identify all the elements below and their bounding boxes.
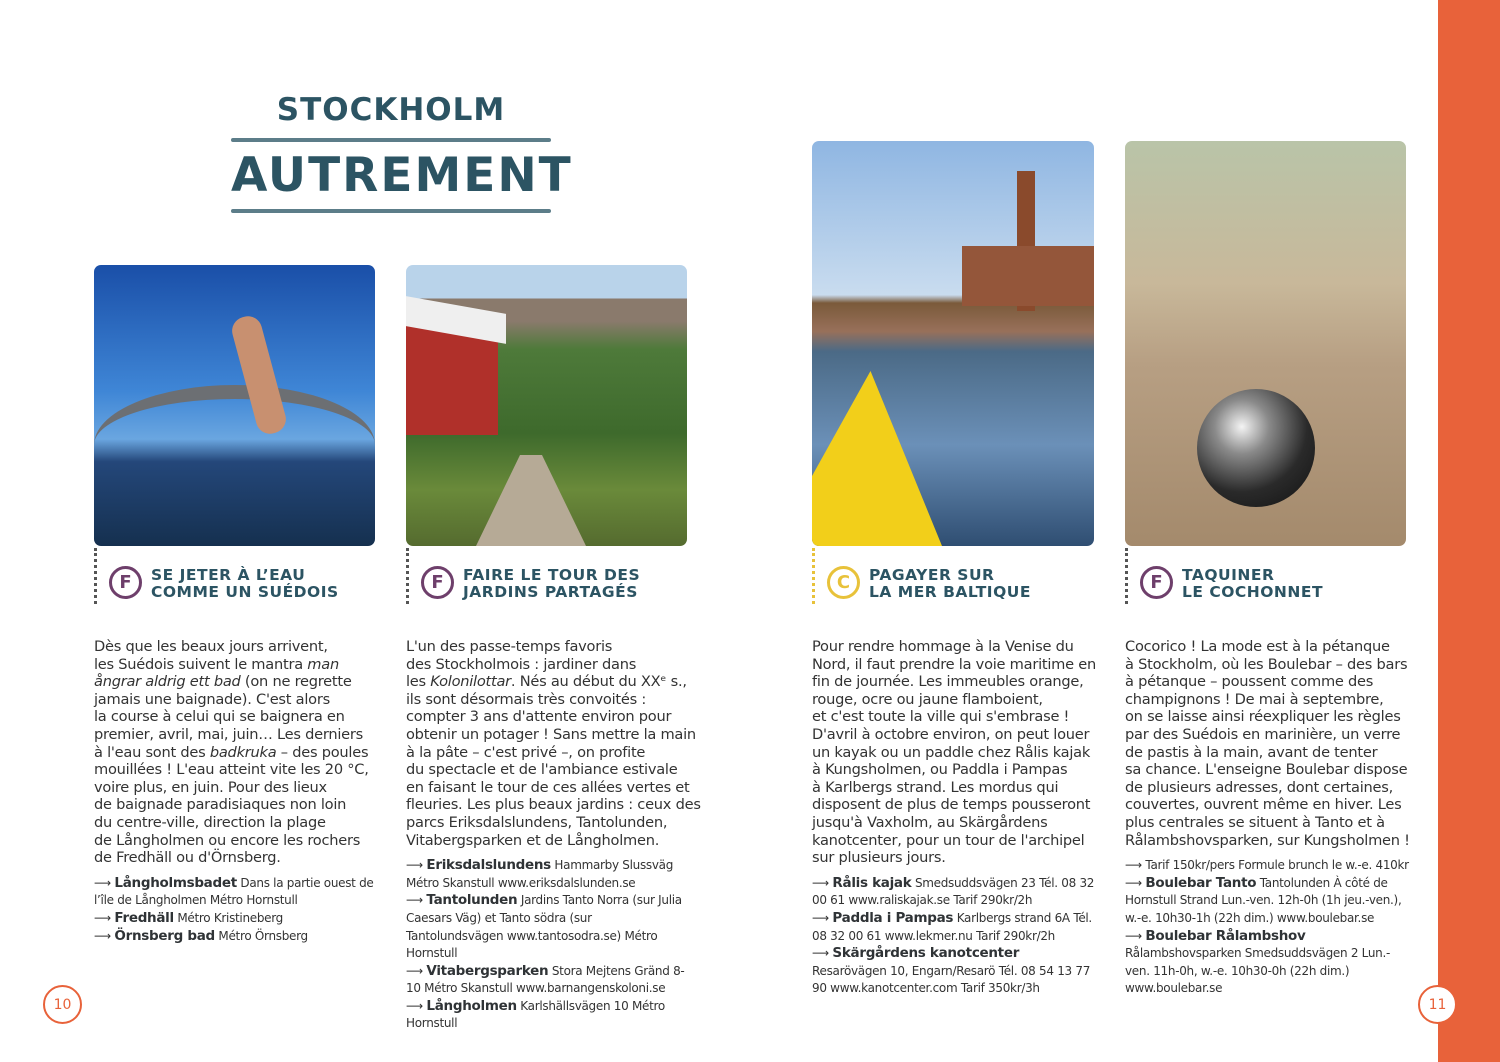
address-entry (406, 892, 691, 962)
body-text: Nord, il faut prendre la voie maritime en (812, 655, 1096, 673)
body-text: premier, avril, mai, juin… Les derniers (94, 725, 363, 743)
body-line (94, 656, 379, 674)
arrow-icon: ⟶ (1125, 875, 1146, 890)
place-details: Rålambshovsparken Smedsuddsvägen 2 Lun.-ven. 11h-0h, w.-e. 10h30-0h (22h dim.) www.boulebar.se (1125, 946, 1391, 996)
address-entry (812, 910, 1097, 945)
body-line (1125, 779, 1410, 797)
body-line (1125, 638, 1410, 656)
arrow-icon: ⟶ (812, 875, 833, 890)
address-entry (94, 875, 379, 910)
body-text: (on ne regrette (240, 673, 352, 691)
body-line (1125, 673, 1410, 691)
place-details: Métro Örnsberg (218, 928, 308, 943)
body-line (406, 761, 701, 779)
body-line (1125, 691, 1410, 709)
place-details: Métro Kristineberg (177, 910, 283, 925)
body-text: Kolonilottar (430, 673, 511, 691)
body-line (812, 779, 1097, 797)
section-title: SE JETER À L’EAU COMME UN SUÉDOIS (151, 566, 339, 601)
body-line (406, 726, 701, 744)
body-line (94, 691, 379, 709)
body-line (1125, 761, 1410, 779)
arrow-icon: ⟶ (812, 946, 833, 961)
body-text: disposent de plus de temps pousseront (812, 796, 1091, 814)
body-text: compter 3 ans d'attente environ pour (406, 708, 672, 726)
body-line (406, 814, 701, 832)
body-text: à l'eau sont des (94, 743, 210, 761)
place-name: Tantolunden (426, 892, 518, 909)
body-text: man (307, 655, 339, 673)
address-entry (94, 928, 379, 946)
section-header-gardens (406, 548, 688, 604)
body-text: voire plus, en juin. Pour des lieux (94, 778, 327, 796)
photo-petanque-ball (1125, 141, 1406, 546)
address-entry (406, 963, 691, 998)
body-line (94, 832, 379, 850)
body-text: un kayak ou un paddle chez Rålis kajak (812, 743, 1091, 761)
body-text: des Stockholmois : jardiner dans (406, 655, 637, 673)
place-name: Fredhäll (114, 909, 174, 926)
place-details: Stora Mejtens Gränd 8-10 Métro Skanstull www.barnangenskoloni.se (406, 963, 685, 996)
body-text: du centre-ville, direction la plage (94, 813, 326, 831)
body-line (1125, 832, 1410, 850)
place-details: Dans la partie ouest de l’île de Långholmen Métro Hornstull (94, 875, 374, 908)
body-line (1125, 796, 1410, 814)
section-header-swim (94, 548, 376, 604)
body-line (812, 673, 1097, 691)
section-title: TAQUINER LE COCHONNET (1182, 566, 1324, 601)
body-line (406, 779, 701, 797)
body-text: fin de journée. Les immeubles orange, (812, 673, 1084, 691)
photo-kayak-city-hall (812, 141, 1094, 546)
body-line (406, 832, 701, 850)
body-line (812, 832, 1097, 850)
place-details: Smedsuddsvägen 23 Tél. 08 32 00 61 www.raliskajak.se Tarif 290kr/2h (812, 875, 1095, 908)
body-line (1125, 744, 1410, 762)
title-autrement: AUTREMENT (231, 148, 573, 203)
address-list (94, 875, 379, 945)
page-number-right: 11 (1418, 985, 1457, 1024)
body-text: badkruka (209, 743, 277, 761)
body-text: du spectacle et de l'ambiance estivale (406, 761, 678, 779)
section-body-petanque (1125, 638, 1410, 998)
address-list (1125, 857, 1410, 998)
section-title: FAIRE LE TOUR DES JARDINS PARTAGÉS (463, 566, 641, 601)
body-text: et c'est toute la ville qui s'embrase ! (812, 708, 1070, 726)
body-text: plus centrales se situent à Tanto et à (1125, 813, 1385, 831)
body-line (406, 638, 701, 656)
body-line (94, 673, 379, 691)
body-text: Vitabergsparken et de Långholmen. (406, 831, 660, 849)
address-entry (812, 945, 1097, 998)
orange-edge-bar (1438, 0, 1500, 1062)
place-details: Resarövägen 10, Engarn/Resarö Tél. 08 54 13 77 90 www.kanotcenter.com Tarif 350kr/3h (812, 963, 1091, 996)
body-text: fleuries. Les plus beaux jardins : ceux des (406, 796, 701, 814)
body-line (812, 726, 1097, 744)
body-text: jusqu'à Vaxholm, au Skärgårdens (812, 813, 1048, 831)
section-header-kayak (812, 548, 1094, 604)
body-text: champignons ! De mai à septembre, (1125, 690, 1384, 708)
photo-shared-gardens (406, 265, 687, 546)
place-details: Jardins Tanto Norra (sur Julia Caesars Väg) et Tanto södra (sur Tantolundsvägen www.tantosodra.se) Métro Hornstull (406, 893, 682, 961)
body-text: Rålambshovsparken, sur Kungsholmen ! (1125, 831, 1410, 849)
section-body-swim (94, 638, 379, 945)
dotted-divider (1125, 548, 1128, 604)
arrow-icon: ⟶ (94, 910, 115, 925)
arrow-icon: ⟶ (406, 893, 427, 908)
body-text: sa chance. L'enseigne Boulebar dispose (1125, 761, 1408, 779)
place-details: Tantolunden À côté de Hornstull Strand Lun.-ven. 12h-0h (1h jeu.-ven.), w.-e. 10h30-1h (22h dim.) www.boulebar.se (1125, 875, 1402, 925)
place-name: Rålis kajak (832, 874, 912, 891)
section-header-petanque (1125, 548, 1407, 604)
place-details: Hammarby Slussväg Métro Skanstull www.eriksdalslunden.se (406, 858, 674, 890)
title-rule-top (231, 138, 551, 142)
section-title: PAGAYER SUR LA MER BALTIQUE (869, 566, 1031, 601)
place-name: Långholmen (426, 997, 517, 1014)
dotted-divider (812, 548, 815, 604)
body-line (94, 708, 379, 726)
body-line (406, 744, 701, 762)
body-text: ils sont désormais très convoités : (406, 690, 647, 708)
address-entry (1125, 857, 1410, 875)
body-line (94, 779, 379, 797)
body-line (1125, 814, 1410, 832)
place-details: Tarif 150kr/pers Formule brunch le w.-e. 410kr (1145, 858, 1409, 873)
body-text: D'avril à octobre environ, on peut louer (812, 725, 1090, 743)
arrow-icon: ⟶ (94, 928, 115, 943)
body-text: à pétanque – poussent comme des (1125, 673, 1374, 691)
place-name: Örnsberg bad (114, 927, 215, 944)
body-text: sur plusieurs jours. (812, 849, 946, 867)
address-entry (812, 875, 1097, 910)
body-text: les Suédois suivent le mantra (94, 655, 308, 673)
arrow-icon: ⟶ (406, 963, 427, 978)
body-line (406, 796, 701, 814)
body-line (94, 761, 379, 779)
body-line (406, 673, 701, 691)
title-rule-bottom (231, 209, 551, 213)
body-line (1125, 656, 1410, 674)
photo-bridge-jump (94, 265, 375, 546)
price-badge-icon: C (827, 566, 860, 599)
body-line (812, 638, 1097, 656)
body-text: à Kungsholmen, ou Paddla i Pampas (812, 761, 1068, 779)
body-line (406, 656, 701, 674)
price-badge-icon: F (109, 566, 142, 599)
body-text: de baignade paradisiaques non loin (94, 796, 347, 814)
dotted-divider (406, 548, 409, 604)
body-text: à Stockholm, où les Boulebar – des bars (1125, 655, 1408, 673)
section-body-kayak (812, 638, 1097, 998)
body-line (94, 849, 379, 867)
body-line (1125, 726, 1410, 744)
body-text: Dès que les beaux jours arrivent, (94, 638, 328, 655)
body-text: jamais une baignade). C'est alors (94, 690, 330, 708)
body-text: – des poules (276, 743, 369, 761)
arrow-icon: ⟶ (94, 875, 115, 890)
body-text: les (406, 673, 431, 691)
place-name: Långholmsbadet (114, 874, 237, 891)
place-name: Boulebar Rålambshov (1145, 927, 1306, 944)
body-text: à Karlbergs strand. Les mordus qui (812, 778, 1059, 796)
arrow-icon: ⟶ (812, 910, 833, 925)
body-line (406, 708, 701, 726)
address-list (406, 857, 691, 1033)
body-text: kanotcenter, pour un tour de l'archipel (812, 831, 1085, 849)
arrow-icon: ⟶ (1125, 928, 1146, 943)
place-details: Karlbergs strand 6A Tél. 08 32 00 61 www.lekmer.nu Tarif 290kr/2h (812, 910, 1092, 943)
body-text: Cocorico ! La mode est à la pétanque (1125, 638, 1390, 655)
place-name: Paddla i Pampas (832, 909, 954, 926)
body-line (812, 708, 1097, 726)
body-text: L'un des passe-temps favoris (406, 638, 613, 655)
price-badge-icon: F (1140, 566, 1173, 599)
address-entry (406, 998, 691, 1033)
body-line (1125, 708, 1410, 726)
body-line (812, 744, 1097, 762)
title-stockholm: STOCKHOLM (276, 92, 506, 128)
place-name: Boulebar Tanto (1145, 874, 1257, 891)
body-text: à la pâte – c'est privé –, on profite (406, 743, 646, 761)
address-entry (94, 910, 379, 928)
body-line (94, 726, 379, 744)
body-text: mouillées ! L'eau atteint vite les 20 °C, (94, 761, 369, 779)
body-line (94, 744, 379, 762)
body-line (406, 691, 701, 709)
body-line (94, 638, 379, 656)
body-line (94, 796, 379, 814)
address-entry (1125, 875, 1410, 928)
body-line (94, 814, 379, 832)
place-name: Vitabergsparken (426, 962, 549, 979)
address-list (812, 875, 1097, 998)
arrow-icon: ⟶ (1125, 858, 1146, 873)
body-text: on se laisse ainsi réexpliquer les règles (1125, 708, 1401, 726)
body-line (812, 796, 1097, 814)
body-line (812, 849, 1097, 867)
body-text: de plusieurs adresses, dont certaines, (1125, 778, 1394, 796)
body-text: rouge, ocre ou jaune flamboient, (812, 690, 1043, 708)
body-text: ångrar aldrig ett bad (94, 673, 241, 691)
address-entry (406, 857, 691, 892)
body-line (812, 814, 1097, 832)
page-number-left: 10 (43, 985, 82, 1024)
dotted-divider (94, 548, 97, 604)
section-body-gardens (406, 638, 701, 1033)
body-text: par des Suédois en marinière, un verre (1125, 725, 1401, 743)
arrow-icon: ⟶ (406, 858, 427, 873)
arrow-icon: ⟶ (406, 998, 427, 1013)
body-line (812, 761, 1097, 779)
body-text: couvertes, ouvrent même en hiver. Les (1125, 796, 1402, 814)
body-text: en faisant le tour de ces allées vertes et (406, 778, 690, 796)
body-line (812, 656, 1097, 674)
body-line (812, 691, 1097, 709)
address-entry (1125, 928, 1410, 998)
body-text: . Nés au début du XXᵉ s., (510, 673, 687, 691)
price-badge-icon: F (421, 566, 454, 599)
place-name: Eriksdalslundens (426, 857, 551, 874)
place-name: Skärgårdens kanotcenter (832, 945, 1020, 962)
body-text: la course à celui qui se baignera en (94, 708, 345, 726)
body-text: de Långholmen ou encore les rochers (94, 831, 361, 849)
body-text: de Fredhäll ou d'Örnsberg. (94, 849, 281, 867)
body-text: de pastis à la main, avant de tenter (1125, 743, 1378, 761)
place-details: Karlshällsvägen 10 Métro Hornstull (406, 998, 665, 1031)
body-text: obtenir un potager ! Sans mettre la main (406, 725, 696, 743)
body-text: parcs Eriksdalslundens, Tantolunden, (406, 813, 668, 831)
body-text: Pour rendre hommage à la Venise du (812, 638, 1074, 655)
